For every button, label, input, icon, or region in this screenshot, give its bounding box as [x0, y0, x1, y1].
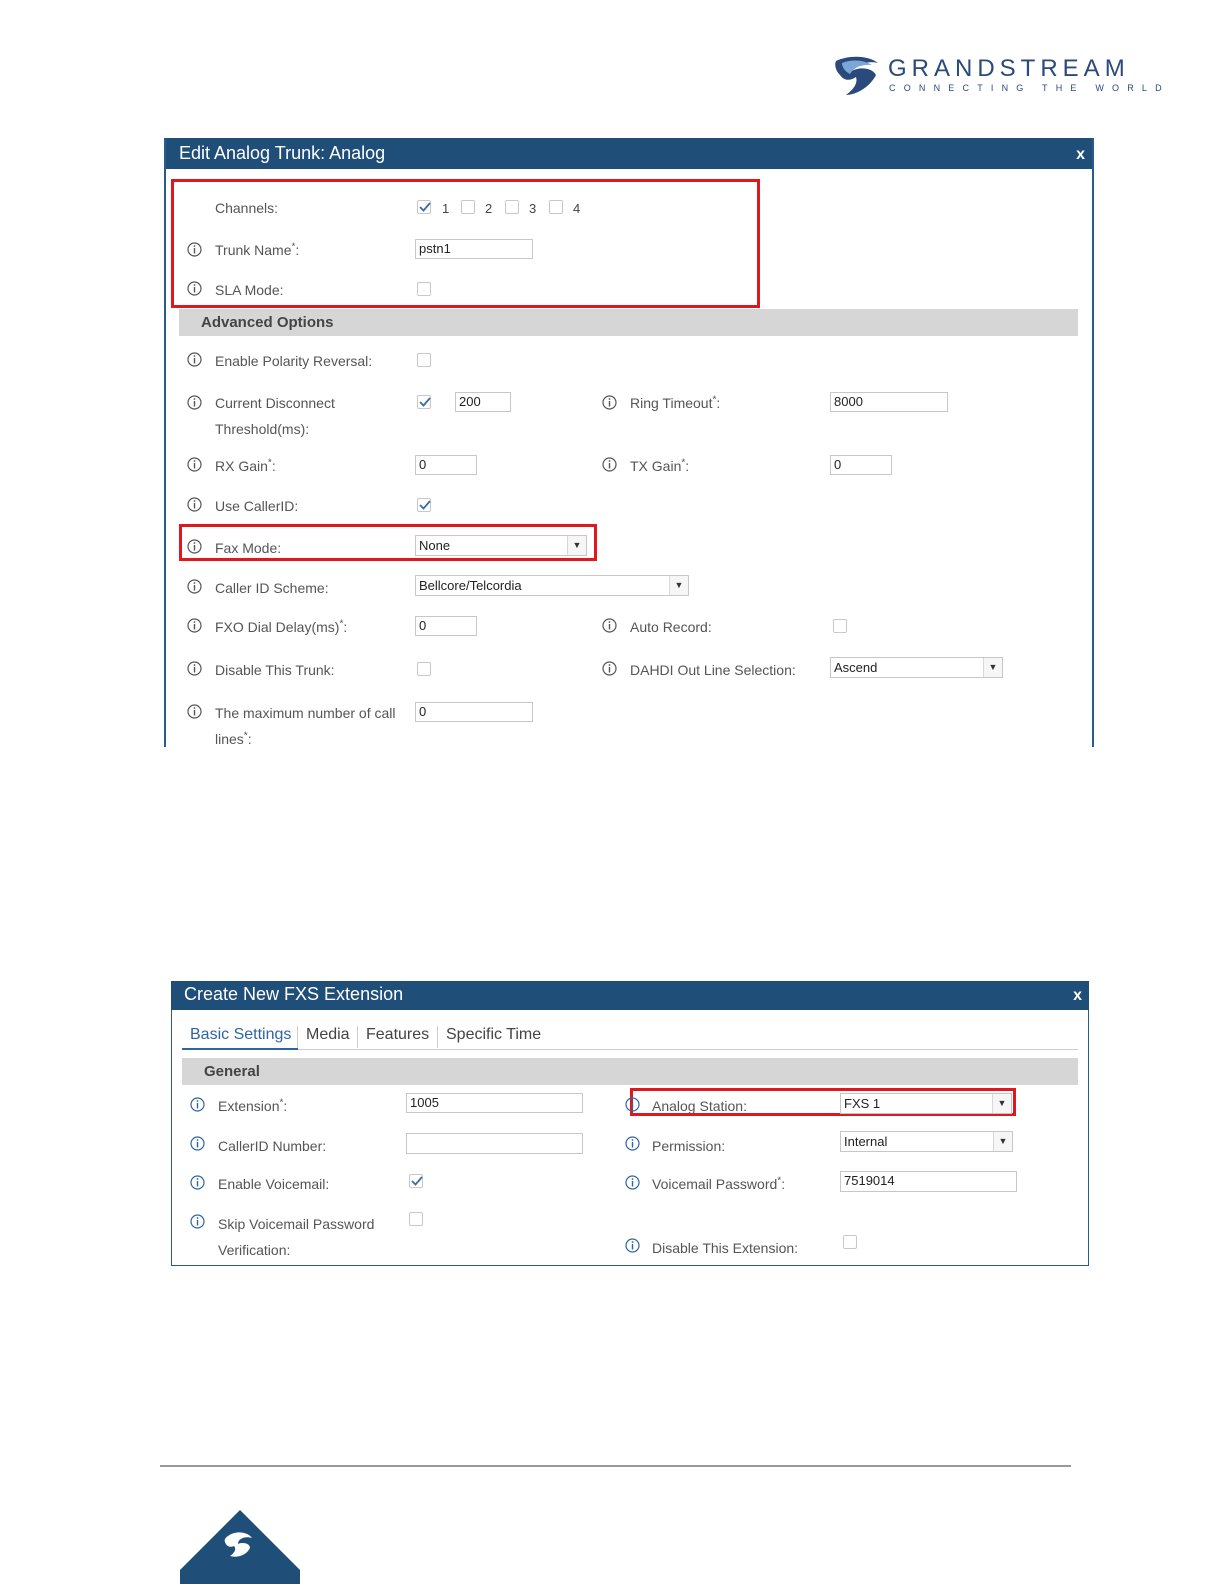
- max-call-lines-input[interactable]: 0: [415, 702, 533, 722]
- dropdown-arrow-icon: ▼: [669, 576, 688, 595]
- sla-mode-label: SLA Mode:: [215, 282, 284, 298]
- skip-voicemail-label: Skip Voicemail Password: [218, 1216, 375, 1232]
- tab-basic-settings[interactable]: Basic Settings: [190, 1026, 292, 1043]
- dropdown-arrow-icon: ▼: [993, 1132, 1012, 1151]
- info-icon[interactable]: [190, 1175, 205, 1190]
- close-button[interactable]: x: [1076, 146, 1085, 163]
- info-icon[interactable]: [187, 242, 202, 257]
- fxo-dial-delay-label: FXO Dial Delay(ms)*:: [215, 618, 348, 635]
- callerid-scheme-value: Bellcore/Telcordia: [419, 578, 522, 593]
- ring-timeout-label: Ring Timeout*:: [630, 394, 721, 411]
- dahdi-out-line-select[interactable]: [830, 657, 1003, 678]
- disable-trunk-checkbox[interactable]: [417, 662, 431, 676]
- analog-station-select[interactable]: [840, 1093, 1012, 1114]
- info-icon[interactable]: [187, 281, 202, 296]
- info-icon[interactable]: [602, 661, 617, 676]
- ring-timeout-input[interactable]: 8000: [830, 392, 948, 412]
- analog-station-value: FXS 1: [844, 1096, 881, 1111]
- info-icon[interactable]: [187, 497, 202, 512]
- rx-gain-label: RX Gain*:: [215, 457, 276, 474]
- analog-station-label: Analog Station:: [652, 1098, 747, 1114]
- tx-gain-input[interactable]: 0: [830, 455, 892, 475]
- dahdi-out-line-label: DAHDI Out Line Selection:: [630, 662, 796, 678]
- enable-voicemail-label: Enable Voicemail:: [218, 1176, 330, 1192]
- extension-label: Extension*:: [218, 1097, 288, 1114]
- brand-tagline: CONNECTING THE WORLD: [889, 83, 1170, 93]
- close-button[interactable]: x: [1073, 987, 1082, 1004]
- info-icon[interactable]: [602, 395, 617, 410]
- voicemail-password-label: Voicemail Password*:: [652, 1175, 786, 1192]
- use-callerid-label: Use CallerID:: [215, 498, 299, 514]
- general-section-header[interactable]: General: [182, 1058, 1078, 1085]
- sla-mode-checkbox[interactable]: [417, 282, 431, 296]
- max-call-lines-label: The maximum number of call: [215, 705, 396, 721]
- max-call-lines-label-2: lines*:: [215, 730, 252, 747]
- dropdown-arrow-icon: ▼: [567, 536, 586, 555]
- skip-voicemail-label-2: Verification:: [218, 1242, 291, 1258]
- dialog-title-bar: [166, 138, 1092, 169]
- tab-divider: [437, 1026, 438, 1048]
- tab-features[interactable]: Features: [366, 1026, 430, 1043]
- info-icon[interactable]: [190, 1214, 205, 1229]
- current-disconnect-label-2: Threshold(ms):: [215, 421, 310, 437]
- fax-mode-select[interactable]: [415, 535, 587, 556]
- info-icon[interactable]: [625, 1175, 640, 1190]
- grandstream-swirl-icon: [834, 55, 882, 97]
- trunk-name-label: Trunk Name*:: [215, 241, 300, 258]
- tab-baseline: [298, 1049, 1078, 1050]
- tab-media[interactable]: Media: [306, 1026, 350, 1043]
- permission-select[interactable]: [840, 1131, 1013, 1152]
- dialog-title: Create New FXS Extension: [184, 984, 404, 1004]
- permission-value: Internal: [844, 1134, 888, 1149]
- current-disconnect-checkbox[interactable]: [417, 395, 431, 409]
- voicemail-password-input[interactable]: 7519014: [840, 1171, 1017, 1192]
- fax-mode-value: None: [419, 538, 451, 553]
- channel-3-checkbox[interactable]: [505, 200, 519, 214]
- channel-2-checkbox[interactable]: [461, 200, 475, 214]
- info-icon[interactable]: [190, 1136, 205, 1151]
- disable-extension-checkbox[interactable]: [843, 1235, 857, 1249]
- advanced-options-header[interactable]: Advanced Options: [179, 309, 1078, 336]
- polarity-reversal-checkbox[interactable]: [417, 353, 431, 367]
- channels-label: Channels:: [215, 200, 279, 216]
- dialog-title: Edit Analog Trunk: Analog: [179, 143, 386, 163]
- rx-gain-input[interactable]: 0: [415, 455, 477, 475]
- fax-mode-label: Fax Mode:: [215, 540, 282, 556]
- info-icon[interactable]: [187, 457, 202, 472]
- checkmark-icon: [418, 200, 432, 214]
- info-icon[interactable]: [187, 704, 202, 719]
- fxo-dial-delay-input[interactable]: 0: [415, 616, 477, 636]
- info-icon[interactable]: [602, 457, 617, 472]
- channel-1-label: 1: [442, 201, 450, 216]
- dialog-title-bar: [171, 981, 1089, 1010]
- dahdi-out-line-value: Ascend: [834, 660, 878, 675]
- channel-1-checkbox[interactable]: [417, 200, 431, 214]
- footer-divider: [160, 1465, 1071, 1467]
- polarity-reversal-label: Enable Polarity Reversal:: [215, 353, 373, 369]
- channel-4-label: 4: [573, 201, 581, 216]
- callerid-number-input[interactable]: [406, 1133, 583, 1154]
- info-icon[interactable]: [187, 579, 202, 594]
- permission-label: Permission:: [652, 1138, 726, 1154]
- grandstream-logo: [834, 55, 1170, 99]
- auto-record-checkbox[interactable]: [833, 619, 847, 633]
- tab-divider: [357, 1026, 358, 1048]
- info-icon[interactable]: [602, 618, 617, 633]
- trunk-name-input[interactable]: pstn1: [415, 239, 533, 259]
- current-disconnect-label: Current Disconnect: [215, 395, 335, 411]
- use-callerid-checkbox[interactable]: [417, 498, 431, 512]
- dropdown-arrow-icon: ▼: [983, 658, 1002, 677]
- tab-divider: [297, 1026, 298, 1048]
- dropdown-arrow-icon: ▼: [992, 1094, 1011, 1113]
- checkmark-icon: [418, 498, 432, 512]
- info-icon[interactable]: [625, 1097, 640, 1112]
- channel-2-label: 2: [485, 201, 493, 216]
- callerid-scheme-label: Caller ID Scheme:: [215, 580, 329, 596]
- callerid-number-label: CallerID Number:: [218, 1138, 327, 1154]
- disable-trunk-label: Disable This Trunk:: [215, 662, 335, 678]
- footer-logo-triangle-icon: [180, 1510, 300, 1584]
- checkmark-icon: [410, 1174, 424, 1188]
- channel-4-checkbox[interactable]: [549, 200, 563, 214]
- tab-specific-time[interactable]: Specific Time: [446, 1026, 542, 1043]
- disable-extension-label: Disable This Extension:: [652, 1240, 799, 1256]
- skip-voicemail-checkbox[interactable]: [409, 1212, 423, 1226]
- info-icon[interactable]: [187, 618, 202, 633]
- active-tab-indicator: [182, 1048, 298, 1050]
- callerid-scheme-select[interactable]: [415, 575, 689, 596]
- info-icon[interactable]: [625, 1136, 640, 1151]
- info-icon[interactable]: [187, 352, 202, 367]
- info-icon[interactable]: [625, 1238, 640, 1253]
- info-icon[interactable]: [190, 1097, 205, 1112]
- current-disconnect-input[interactable]: 200: [455, 392, 511, 412]
- auto-record-label: Auto Record:: [630, 619, 712, 635]
- channel-3-label: 3: [529, 201, 537, 216]
- tx-gain-label: TX Gain*:: [630, 457, 690, 474]
- extension-input[interactable]: 1005: [406, 1093, 583, 1113]
- info-icon[interactable]: [187, 395, 202, 410]
- checkmark-icon: [418, 395, 432, 409]
- brand-name: GRANDSTREAM: [888, 55, 1130, 82]
- info-icon[interactable]: [187, 661, 202, 676]
- info-icon[interactable]: [187, 539, 202, 554]
- enable-voicemail-checkbox[interactable]: [409, 1174, 423, 1188]
